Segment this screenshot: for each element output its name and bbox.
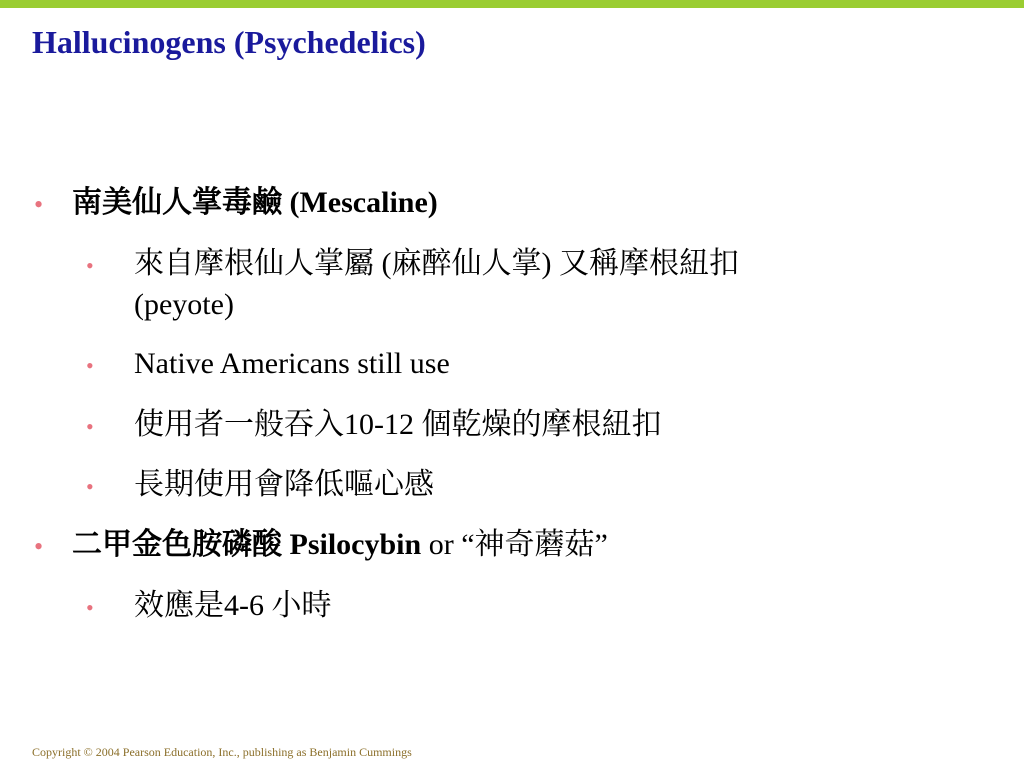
bullet-mescaline-zh: 南美仙人掌毒鹼 [72,186,282,219]
sub-bullet-dot: • [86,474,94,499]
sub-bullet-source-line2: (peyote) [134,288,234,321]
sub-bullet-native-americans: Native Americans still use [134,347,450,380]
sub-bullet-source-line1: 來自摩根仙人掌屬 (麻醉仙人掌) 又稱摩根紐扣 [134,247,739,280]
bullet-dot: • [34,532,44,561]
bullet-psilocybin-zh: 二甲金色胺磷酸 [72,528,282,561]
sub-bullet-dot: • [86,595,94,620]
sub-bullet-dot: • [86,353,94,378]
sub-bullet-dot: • [86,414,94,439]
copyright-footer: Copyright © 2004 Pearson Education, Inc., publishing as Benjamin Cummings [32,745,412,759]
bullet-mescaline-en: (Mescaline) [289,186,438,219]
top-accent-bar [0,0,1024,8]
sub-bullet-dosage: 使用者一般吞入10-12 個乾燥的摩根紐扣 [134,408,662,441]
bullet-psilocybin-en: Psilocybin [289,528,422,561]
sub-bullet-long-term: 長期使用會降低嘔心感 [134,468,434,501]
sub-bullet-dot: • [86,253,94,278]
bullet-mescaline [72,184,438,222]
sub-bullet-duration: 效應是4-6 小時 [134,589,332,622]
slide-title: Hallucinogens (Psychedelics) [32,24,426,60]
bullet-dot: • [34,190,44,219]
bullet-psilocybin [72,526,608,564]
bullet-psilocybin-rest: or “神奇蘑菇” [428,528,608,561]
